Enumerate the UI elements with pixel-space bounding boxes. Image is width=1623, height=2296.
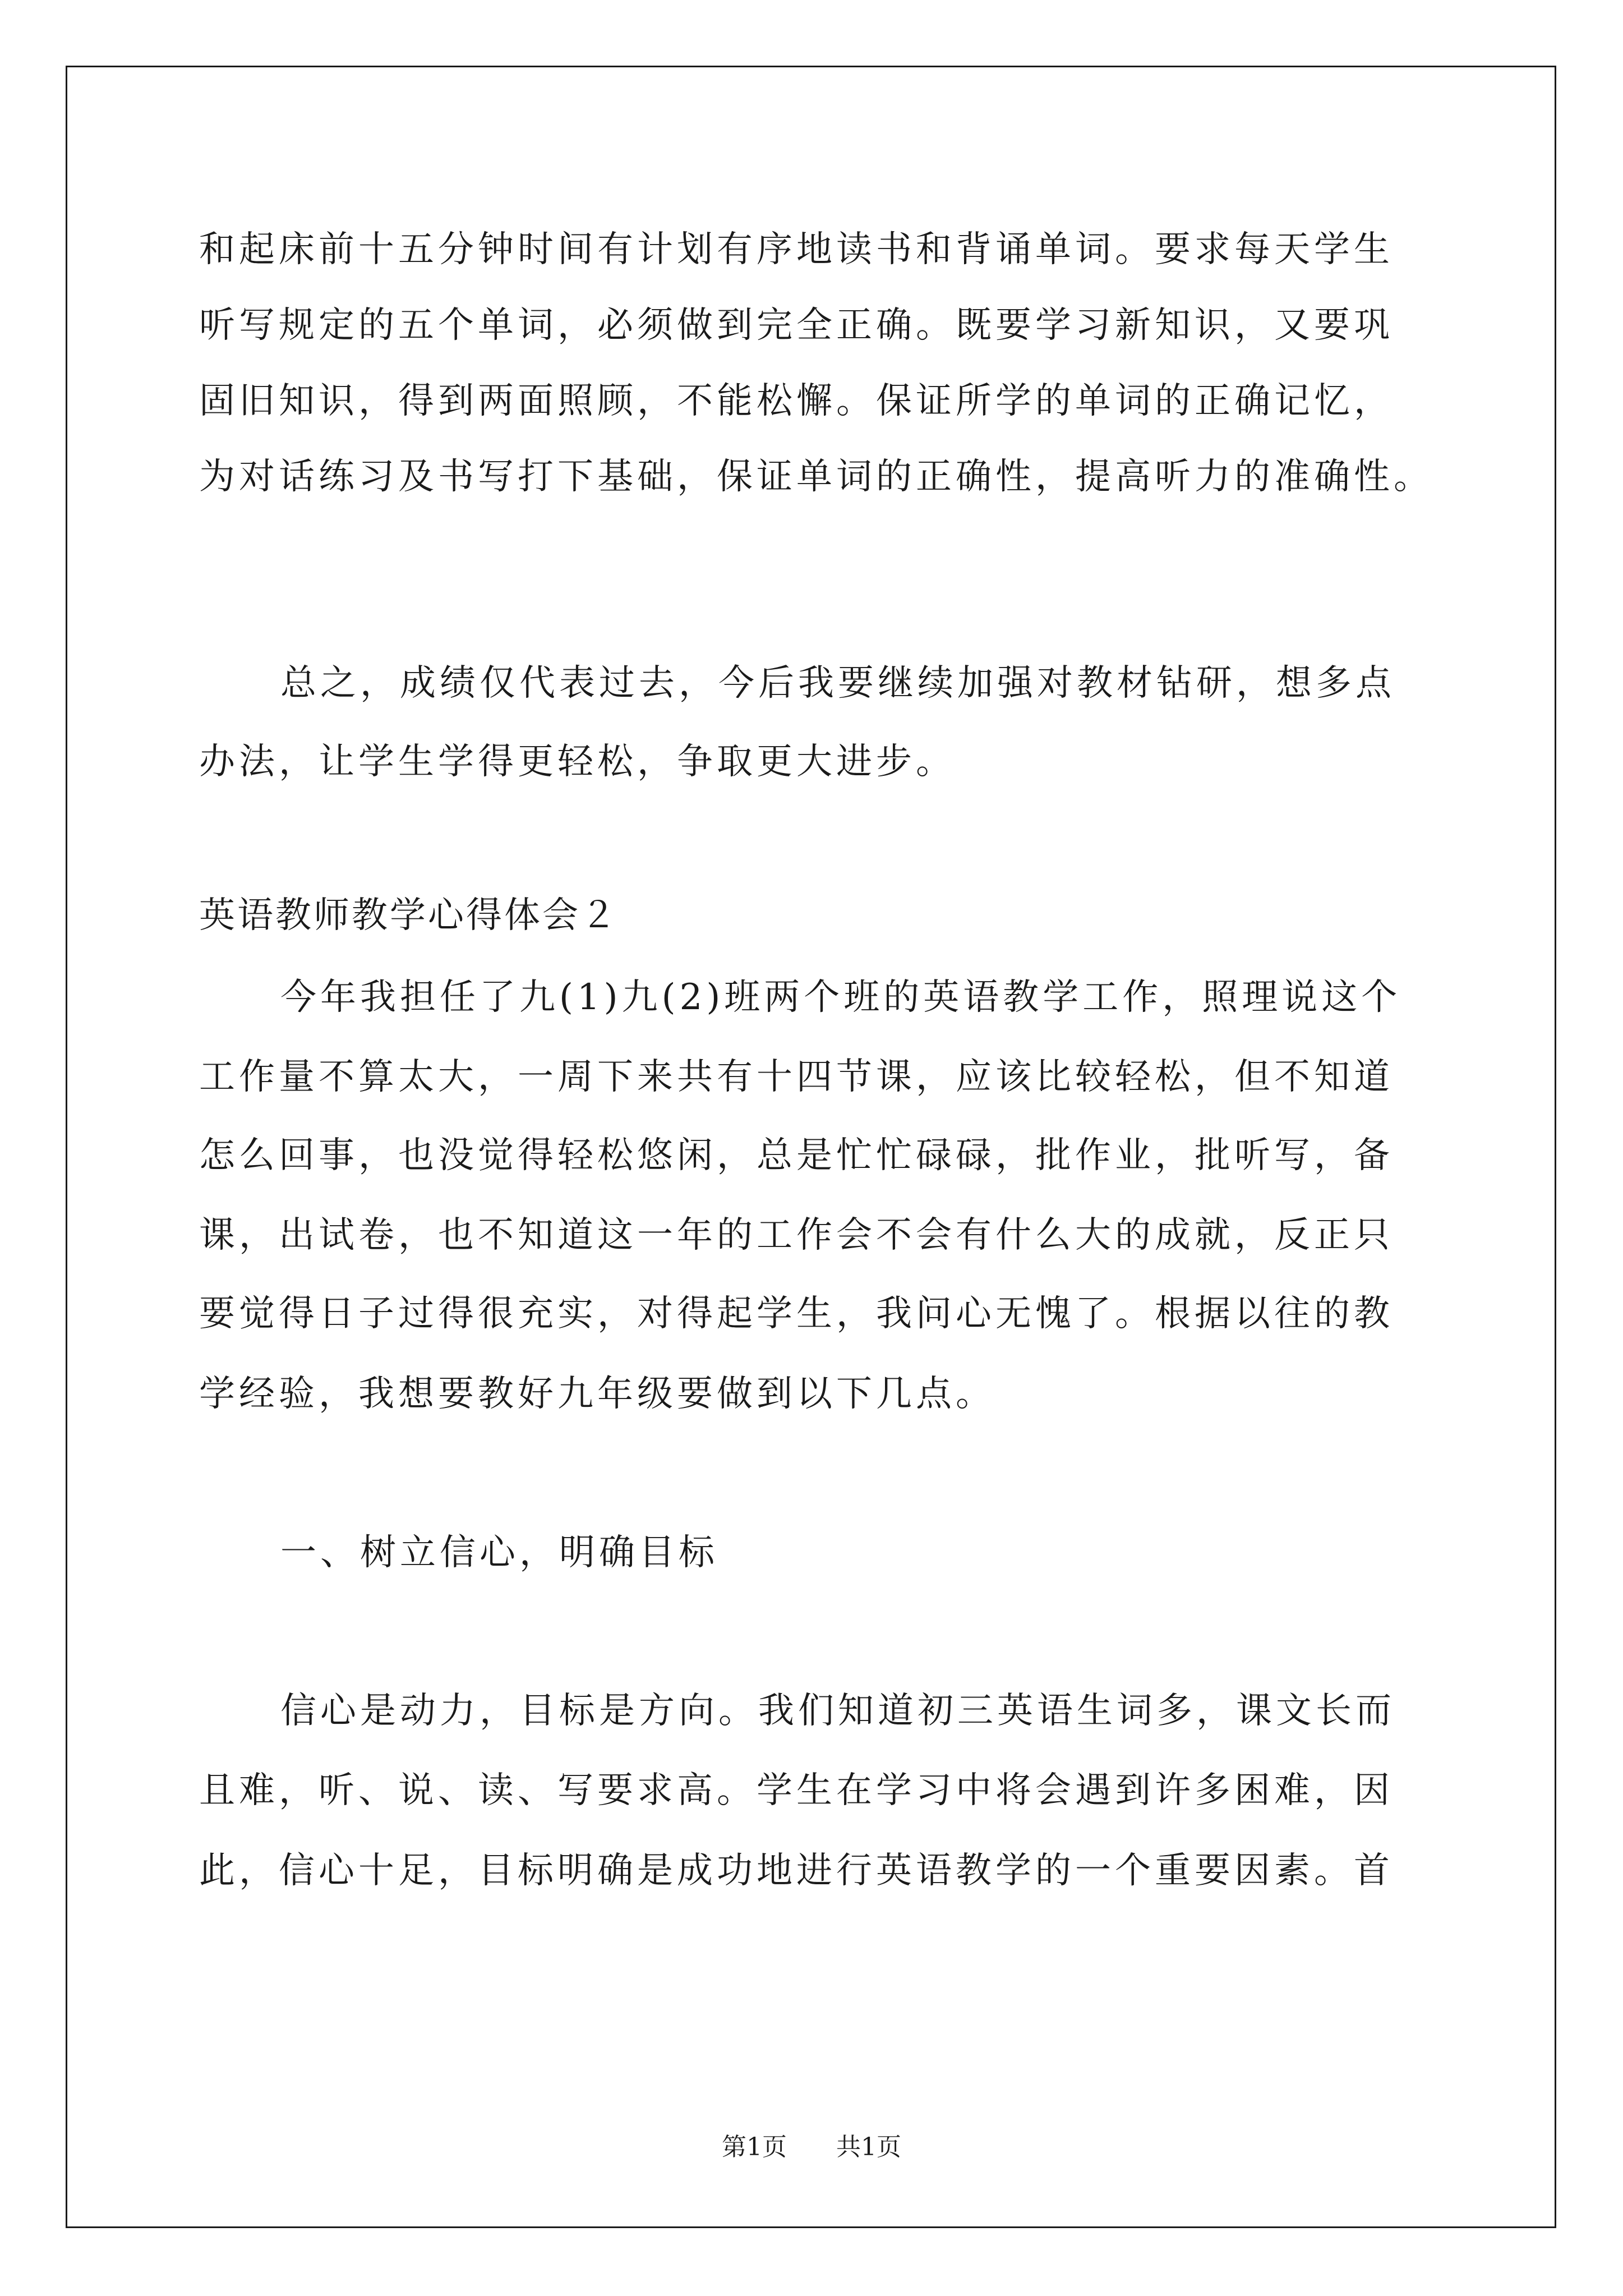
subsection-heading: 一、树立信心，明确目标: [280, 1532, 718, 1573]
page-number: 第1页: [722, 2133, 787, 2161]
paragraph-line: 总之，成绩仅代表过去，今后我要继续加强对教材钻研，想多点: [280, 662, 1395, 704]
paragraph-line: 要觉得日子过得很充实，对得起学生，我问心无愧了。根据以往的教: [199, 1293, 1394, 1335]
paragraph-line: 听写规定的五个单词，必须做到完全正确。既要学习新知识，又要巩: [199, 305, 1394, 346]
paragraph-line: 此，信心十足，目标明确是成功地进行英语教学的一个重要因素。首: [199, 1850, 1394, 1892]
paragraph-line: 为对话练习及书写打下基础，保证单词的正确性，提高听力的准确性。: [199, 456, 1433, 498]
paragraph-line: 学经验，我想要教好九年级要做到以下几点。: [199, 1373, 995, 1415]
paragraph-line: 固旧知识，得到两面照顾，不能松懈。保证所学的单词的正确记忆，: [199, 380, 1394, 422]
paragraph-line: 和起床前十五分钟时间有计划有序地读书和背诵单词。要求每天学生: [199, 229, 1394, 270]
paragraph-line: 且难，听、说、读、写要求高。学生在学习中将会遇到许多困难，因: [199, 1770, 1394, 1811]
paragraph-line: 今年我担任了九(1)九(2)班两个班的英语教学工作，照理说这个: [280, 977, 1401, 1018]
paragraph-line: 工作量不算太大，一周下来共有十四节课，应该比较轻松，但不知道: [199, 1056, 1394, 1098]
page-footer: [0, 2132, 1623, 2163]
section-heading: 英语教师教学心得体会２: [199, 895, 619, 936]
page-total: 共1页: [836, 2133, 901, 2161]
paragraph-line: 怎么回事，也没觉得轻松悠闲，总是忙忙碌碌，批作业，批听写，备: [199, 1135, 1394, 1176]
paragraph-line: 课，出试卷，也不知道这一年的工作会不会有什么大的成就，反正只: [199, 1214, 1394, 1256]
paragraph-line: 办法，让学生学得更轻松，争取更大进步。: [199, 741, 956, 783]
paragraph-line: 信心是动力，目标是方向。我们知道初三英语生词多，课文长而: [280, 1690, 1395, 1732]
